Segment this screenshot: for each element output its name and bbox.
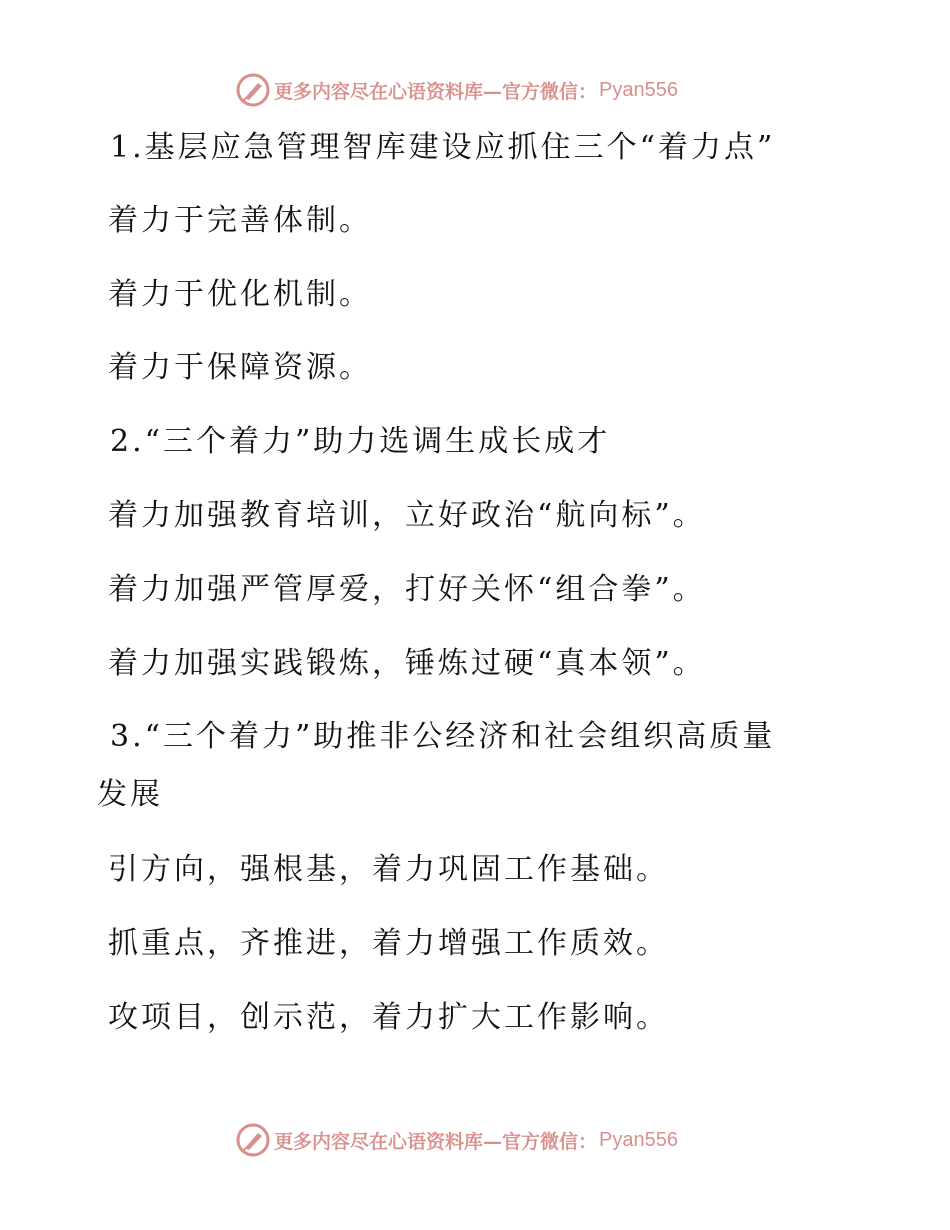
watermark-text: 更多内容尽在心语资料库—官方微信： — [274, 80, 598, 103]
section-2-item-2: 着力加强严管厚爱，打好关怀“组合拳”。 — [108, 572, 706, 607]
quill-pen-logo-icon — [236, 73, 270, 107]
section-1-item-2: 着力于优化机制。 — [108, 277, 372, 312]
section-3-heading: 3.“三个着力”助推非公经济和社会组织高质量 — [110, 719, 776, 754]
watermark-account: Pyan556 — [599, 78, 678, 101]
section-2-item-3: 着力加强实践锻炼，锤炼过硬“真本领”。 — [108, 646, 706, 681]
section-1-item-1: 着力于完善体制。 — [108, 203, 372, 238]
section-1-item-3: 着力于保障资源。 — [108, 350, 372, 385]
watermark-text: 更多内容尽在心语资料库—官方微信： — [274, 1130, 598, 1153]
footer-watermark — [236, 1122, 678, 1158]
watermark-account: Pyan556 — [599, 1128, 678, 1151]
section-1-heading: 1.基层应急管理智库建设应抓住三个“着力点” — [110, 130, 776, 165]
section-3-item-1: 引方向，强根基，着力巩固工作基础。 — [108, 852, 669, 887]
header-watermark — [236, 72, 678, 108]
section-3-item-3: 攻项目，创示范，着力扩大工作影响。 — [108, 1000, 669, 1035]
section-2-heading: 2.“三个着力”助力选调生成长成才 — [110, 424, 611, 459]
section-3-item-2: 抓重点，齐推进，着力增强工作质效。 — [108, 926, 669, 961]
section-2-item-1: 着力加强教育培训，立好政治“航向标”。 — [108, 498, 706, 533]
quill-pen-logo-icon — [236, 1123, 270, 1157]
section-3-heading-continuation: 发展 — [97, 777, 163, 812]
